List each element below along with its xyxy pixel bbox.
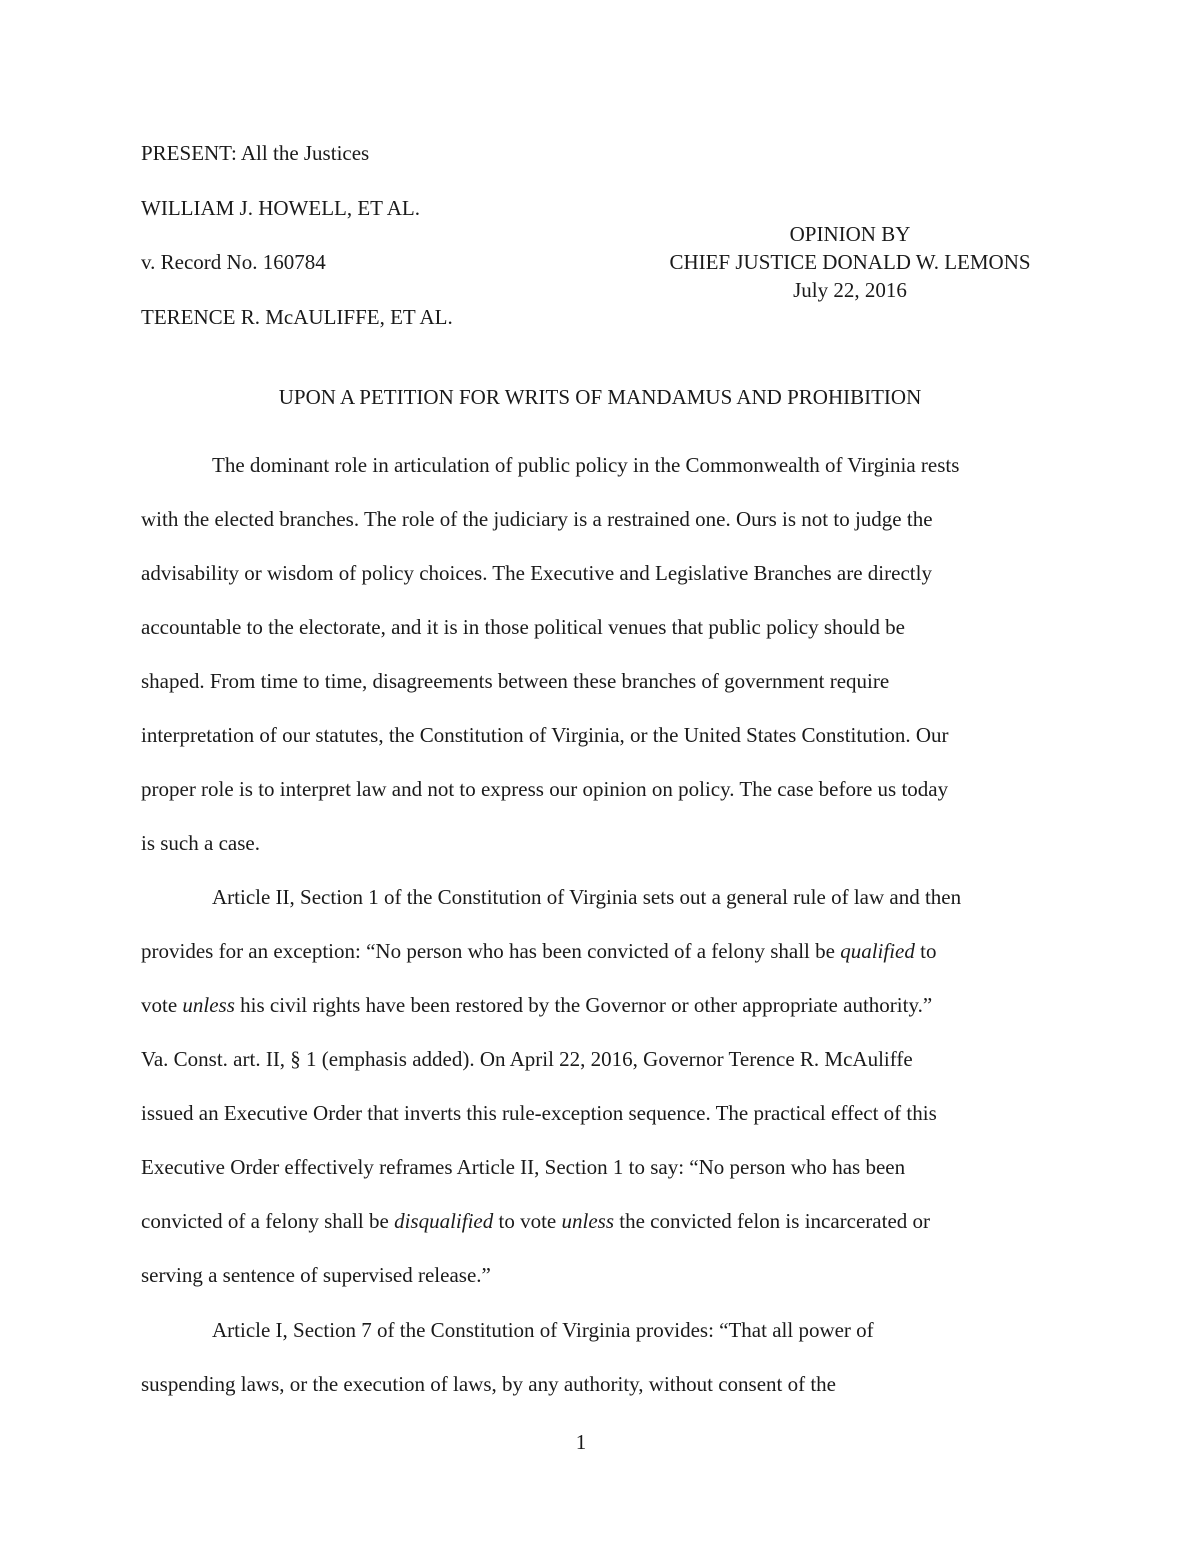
paragraph-1-line: proper role is to interpret law and not to express our opinion on policy. The case before us today — [141, 777, 949, 801]
record-number: v. Record No. 160784 — [141, 250, 326, 274]
paragraph-2-line — [141, 939, 936, 964]
paragraph-2-line: issued an Executive Order that inverts this rule-exception sequence. The practical effect of this — [141, 1101, 937, 1125]
page-number: 1 — [575, 1430, 587, 1454]
petition-heading: UPON A PETITION FOR WRITS OF MANDAMUS AND PROHIBITION — [278, 385, 922, 409]
text-run: vote — [141, 993, 183, 1017]
emphasis-qualified: qualified — [840, 939, 915, 963]
opinion-by-label: OPINION BY — [789, 222, 911, 246]
text-run: to vote — [493, 1209, 562, 1233]
present-line: PRESENT: All the Justices — [141, 141, 370, 165]
emphasis-unless: unless — [561, 1209, 614, 1233]
opinion-date: July 22, 2016 — [793, 278, 907, 302]
paragraph-2-line: Article II, Section 1 of the Constitution of Virginia sets out a general rule of law and then — [212, 885, 962, 909]
opinion-author: CHIEF JUSTICE DONALD W. LEMONS — [669, 250, 1031, 274]
paragraph-2-line — [141, 1209, 930, 1234]
paragraph-1-line: interpretation of our statutes, the Constitution of Virginia, or the United States Constitution. Our — [141, 723, 949, 747]
paragraph-1-line: with the elected branches. The role of the judiciary is a restrained one. Ours is not to judge the — [141, 507, 933, 531]
paragraph-1-line: accountable to the electorate, and it is in those political venues that public policy should be — [141, 615, 905, 639]
text-run: his civil rights have been restored by the Governor or other appropriate authority.” — [234, 993, 933, 1017]
paragraph-3-line: Article I, Section 7 of the Constitution of Virginia provides: “That all power of — [212, 1318, 874, 1342]
paragraph-2-line: Executive Order effectively reframes Article II, Section 1 to say: “No person who has been — [141, 1155, 906, 1179]
emphasis-unless: unless — [182, 993, 235, 1017]
text-run: provides for an exception: “No person who has been convicted of a felony shall be — [141, 939, 841, 963]
appellant-name: WILLIAM J. HOWELL, ET AL. — [141, 196, 420, 220]
emphasis-disqualified: disqualified — [394, 1209, 494, 1233]
paragraph-1-line: The dominant role in articulation of public policy in the Commonwealth of Virginia rests — [212, 453, 960, 477]
paragraph-2-line: serving a sentence of supervised release.” — [141, 1263, 491, 1287]
paragraph-1-line: shaped. From time to time, disagreements between these branches of government require — [141, 669, 890, 693]
paragraph-1-line: is such a case. — [141, 831, 260, 855]
paragraph-3-line: suspending laws, or the execution of laws, by any authority, without consent of the — [141, 1372, 836, 1396]
text-run: the convicted felon is incarcerated or — [614, 1209, 931, 1233]
text-run: convicted of a felony shall be — [141, 1209, 395, 1233]
paragraph-2-line — [141, 993, 932, 1018]
paragraph-2-line: Va. Const. art. II, § 1 (emphasis added). On April 22, 2016, Governor Terence R. McAuliffe — [141, 1047, 913, 1071]
text-run: to — [914, 939, 937, 963]
paragraph-1-line: advisability or wisdom of policy choices. The Executive and Legislative Branches are directly — [141, 561, 932, 585]
appellee-name: TERENCE R. McAULIFFE, ET AL. — [141, 305, 453, 329]
